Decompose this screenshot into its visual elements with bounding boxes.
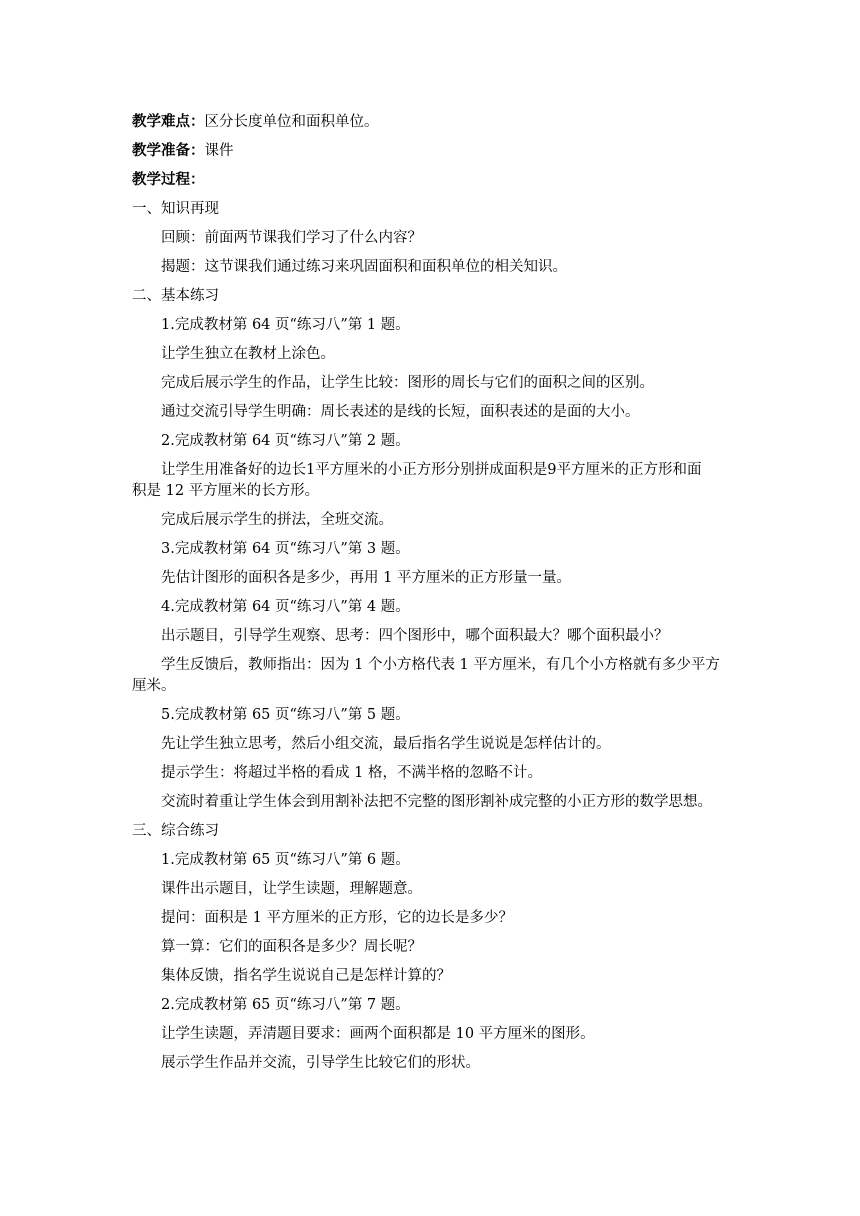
paragraph: 让学生读题，弄清题目要求：画两个面积都是 10 平方厘米的图形。 bbox=[161, 1026, 595, 1042]
paragraph: 先估计图形的面积各是多少，再用 1 平方厘米的正方形量一量。 bbox=[161, 570, 571, 586]
paragraph-continuation: 积是 12 平方厘米的长方形。 bbox=[132, 483, 320, 499]
section-heading: 三、综合练习 bbox=[132, 823, 219, 839]
paragraph: 先让学生独立思考，然后小组交流，最后指名学生说说是怎样估计的。 bbox=[161, 736, 611, 752]
difficulty-text: 区分长度单位和面积单位。 bbox=[204, 114, 379, 130]
exercise-title: 5.完成教材第 65 页“练习八”第 5 题。 bbox=[161, 707, 410, 723]
process-label: 教学过程： bbox=[132, 171, 205, 188]
paragraph: 学生反馈后，教师指出：因为 1 个小方格代表 1 平方厘米，有几个小方格就有多少平方 bbox=[161, 657, 720, 673]
paragraph: 回顾：前面两节课我们学习了什么内容？ bbox=[161, 230, 422, 246]
paragraph: 完成后展示学生的作品，让学生比较：图形的周长与它们的面积之间的区别。 bbox=[161, 375, 654, 391]
paragraph-continuation: 厘米。 bbox=[132, 678, 176, 694]
paragraph: 提问：面积是 1 平方厘米的正方形，它的边长是多少？ bbox=[161, 910, 513, 926]
preparation-text: 课件 bbox=[204, 143, 234, 159]
paragraph: 揭题：这节课我们通过练习来巩固面积和面积单位的相关知识。 bbox=[161, 259, 567, 275]
exercise-title: 3.完成教材第 64 页“练习八”第 3 题。 bbox=[161, 541, 410, 557]
paragraph: 展示学生作品并交流，引导学生比较它们的形状。 bbox=[161, 1055, 480, 1071]
exercise-title: 1.完成教材第 65 页“练习八”第 6 题。 bbox=[161, 852, 410, 868]
paragraph: 交流时着重让学生体会到用割补法把不完整的图形割补成完整的小正方形的数学思想。 bbox=[161, 794, 712, 810]
paragraph: 出示题目，引导学生观察、思考：四个图形中，哪个面积最大？哪个面积最小？ bbox=[161, 628, 669, 644]
section-heading: 一、知识再现 bbox=[132, 201, 219, 217]
preparation-label: 教学准备： bbox=[132, 142, 205, 159]
paragraph: 让学生用准备好的边长1平方厘米的小正方形分别拼成面积是9平方厘米的正方形和面 bbox=[161, 462, 702, 478]
difficulty-label: 教学难点： bbox=[132, 113, 205, 130]
exercise-title: 4.完成教材第 64 页“练习八”第 4 题。 bbox=[161, 599, 410, 615]
difficulty-line bbox=[132, 113, 752, 131]
paragraph: 算一算：它们的面积各是多少？周长呢？ bbox=[161, 939, 422, 955]
paragraph: 让学生独立在教材上涂色。 bbox=[161, 346, 335, 362]
exercise-title: 2.完成教材第 65 页“练习八”第 7 题。 bbox=[161, 997, 410, 1013]
lesson-plan-body bbox=[132, 113, 752, 1083]
paragraph: 提示学生：将超过半格的看成 1 格，不满半格的忽略不计。 bbox=[161, 765, 542, 781]
paragraph: 通过交流引导学生明确：周长表述的是线的长短，面积表述的是面的大小。 bbox=[161, 404, 640, 420]
section-heading: 二、基本练习 bbox=[132, 288, 219, 304]
paragraph: 集体反馈，指名学生说说自己是怎样计算的？ bbox=[161, 968, 451, 984]
process-line bbox=[132, 171, 752, 189]
paragraph: 完成后展示学生的拼法，全班交流。 bbox=[161, 512, 393, 528]
exercise-title: 2.完成教材第 64 页“练习八”第 2 题。 bbox=[161, 433, 410, 449]
preparation-line bbox=[132, 142, 752, 160]
paragraph: 课件出示题目，让学生读题，理解题意。 bbox=[161, 881, 422, 897]
exercise-title: 1.完成教材第 64 页“练习八”第 1 题。 bbox=[161, 317, 410, 333]
